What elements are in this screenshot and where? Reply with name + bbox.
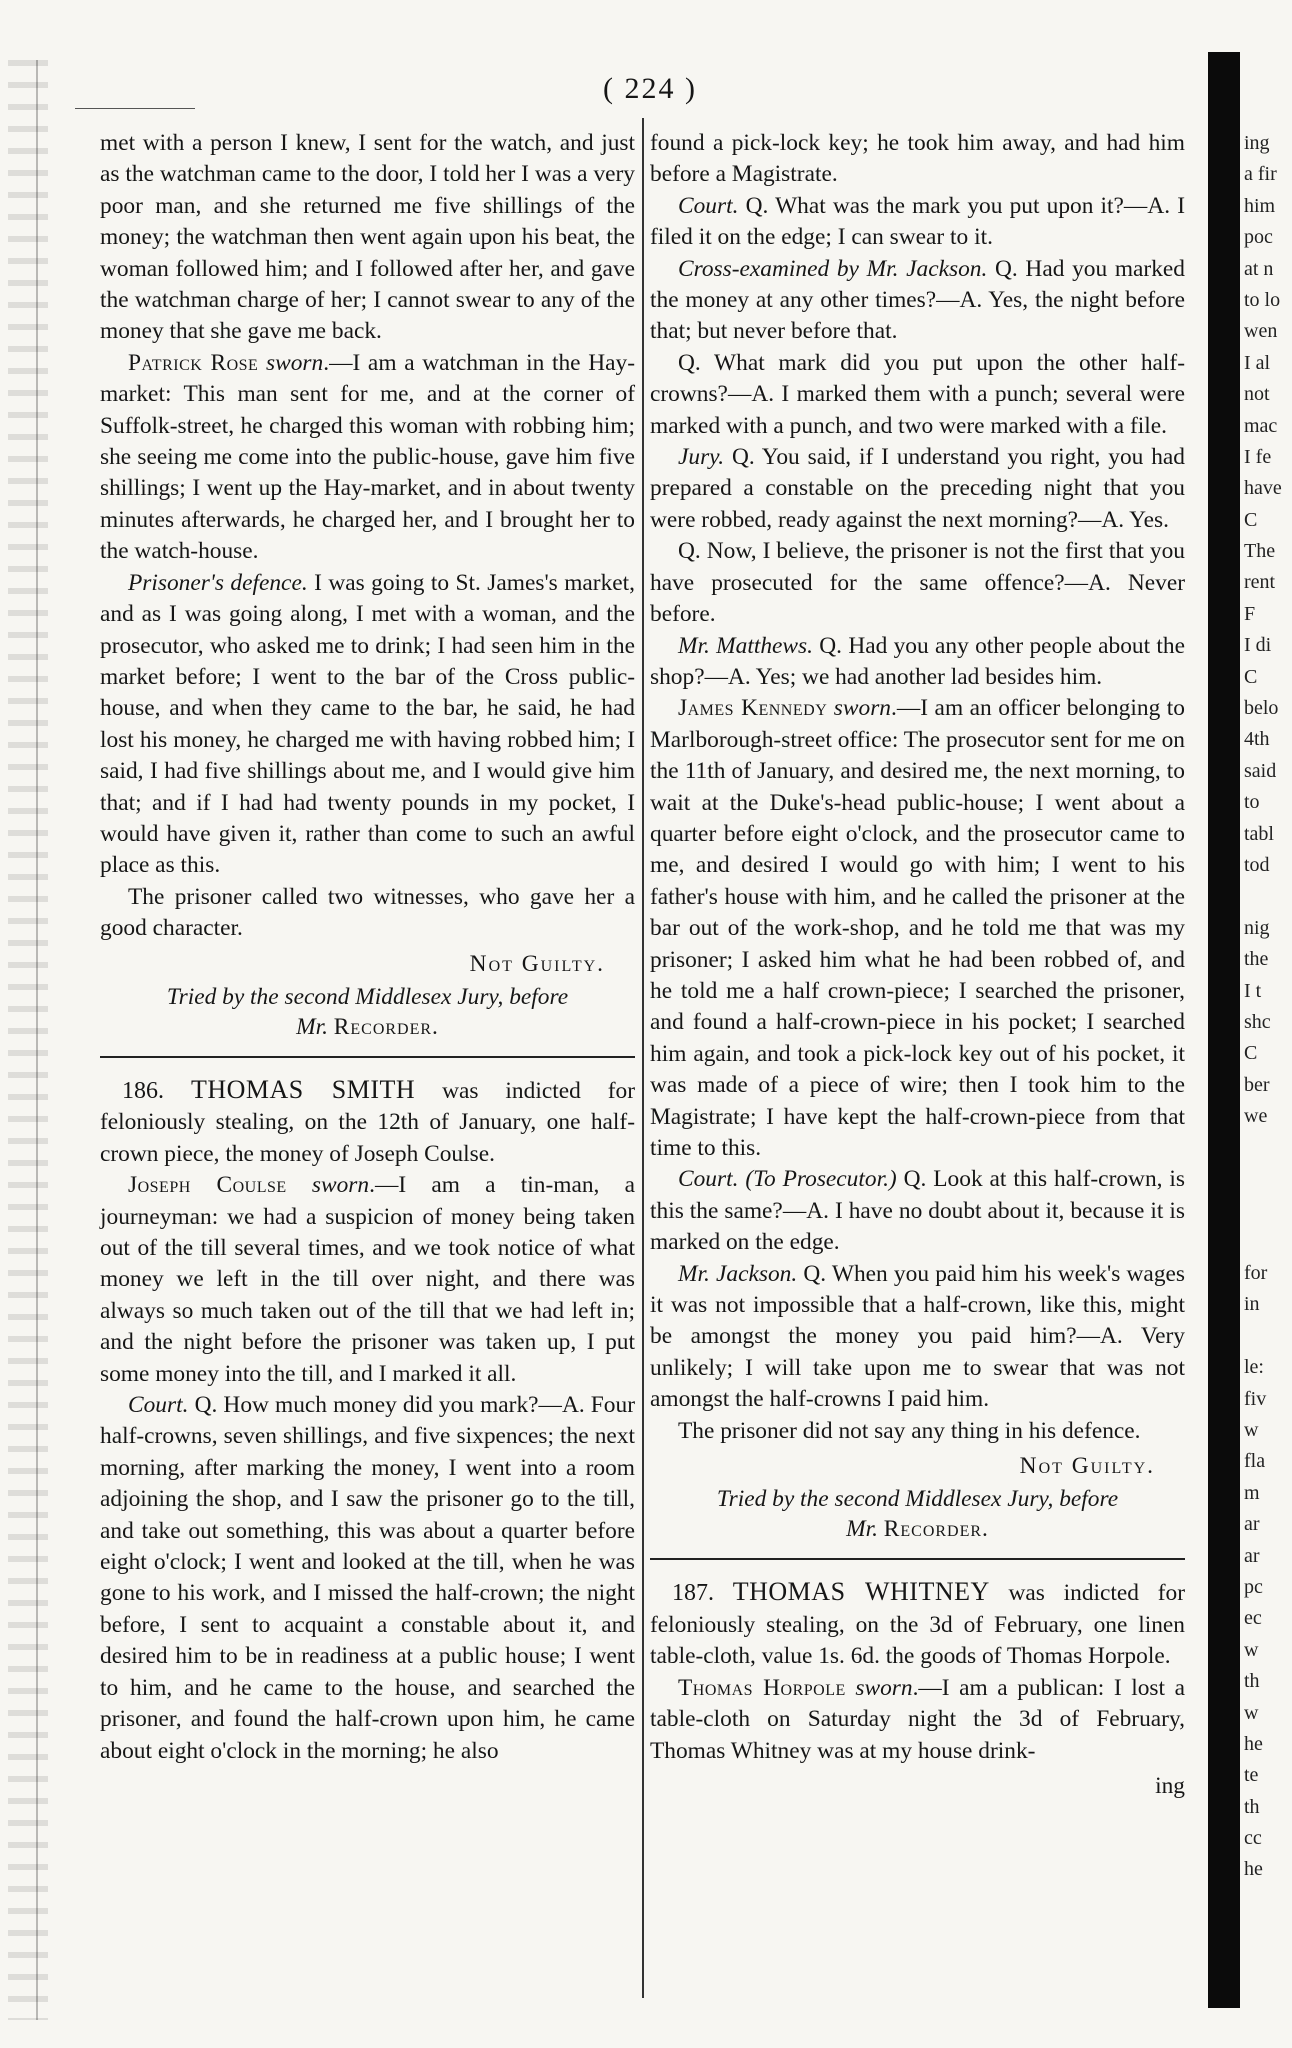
edge-fragment: nig xyxy=(1244,916,1270,939)
edge-fragment: tabl xyxy=(1244,822,1274,845)
edge-fragment: C xyxy=(1244,665,1258,688)
edge-fragment: shc xyxy=(1244,1010,1271,1033)
edge-fragment: 4th xyxy=(1244,728,1270,751)
paragraph: Court. Q. How much money did you mark?—A. Four half-crowns, seven shillings, and five sixpences; the next morning, after marking the money, I went into a room adjoining the shop, and I saw the prisoner go to the till, and take out something, this was about a quarter before eight o'clock; I went and looked at the till, when he was gone to his work, and I missed the half-crown; the night before, I sent to acquaint a constable about it, and desired him to be in readiness at a public house; I went to him, and he came to the house, and searched the prisoner, and found the half-crown upon him, he came about eight o'clock in the morning; he also xyxy=(100,1392,635,1764)
verdict: Not Guilty. xyxy=(469,950,605,977)
paragraph: The prisoner did not say any thing in his defence. xyxy=(678,1417,1141,1444)
edge-fragment: w xyxy=(1244,1419,1259,1442)
paragraph: James Kennedy sworn.—I am an officer belonging to Marlborough-street office: The prosecutor sent for me on the 11th of January, and desired me, the next morning, to wait at the Duke's-head public-house; I went about a quarter before eight o'clock, and the prosecutor came to me, and desired I would go with him; I went to his father's house with him, and he called the prisoner at the bar out of the work-shop, and he told me that was my prisoner; I asked him what he had been robbed of, and he told me a half crown-piece; I searched the prisoner, and found a half-crown-piece in his pocket; I searched him again, and took a pick-lock key out of his pocket, it was made of a piece of wire; then I took him to the Magistrate; I have kept the half-crown-piece from that time to this. xyxy=(650,695,1186,1161)
edge-fragment: tod xyxy=(1244,853,1270,876)
paragraph: found a pick-lock key; he took him away, and had him before a Magistrate. xyxy=(650,130,1185,188)
edge-fragment: le: xyxy=(1244,1356,1264,1379)
edge-fragment: he xyxy=(1244,1858,1263,1881)
right-column xyxy=(650,128,1185,1804)
edge-fragment: to lo xyxy=(1244,288,1281,311)
left-column xyxy=(100,128,635,1767)
edge-fragment: in xyxy=(1244,1293,1260,1316)
section-divider xyxy=(650,1558,1185,1560)
edge-fragment: the xyxy=(1244,948,1269,971)
edge-fragment: not xyxy=(1244,383,1270,406)
column-divider xyxy=(642,118,644,1998)
paragraph: Joseph Coulse sworn.—I am a tin-man, a journeyman: we had a suspicion of money being taken out of the till several times, and we took notice of what money we left in the till over night, and there was always so much taken out of the till that we had left in; and the night before the prisoner was taken up, I put some money into the till, and I marked it all. xyxy=(100,1172,635,1387)
paragraph: Jury. Q. You said, if I understand you right, you had prepared a constable on the preceding night that you were robbed, ready against the next morning?—A. Yes. xyxy=(650,444,1185,533)
edge-fragment: fiv xyxy=(1244,1387,1267,1410)
edge-fragment: F xyxy=(1244,602,1256,625)
paragraph: Prisoner's defence. I was going to St. James's market, and as I was going along, I met with a woman, and the prosecutor, who asked me to drink; I had seen him in the market before; I went to the bar of the Cross public-house, and when they came to the bar, he said, he had lost his money, he charged me with having robbed him; I said, I had five shillings about me, and I would give him that; and if I had had twenty pounds in my pocket, I would have given it, rather than come to such an awful place as this. xyxy=(100,569,636,879)
top-rule xyxy=(75,108,195,109)
edge-fragment xyxy=(1244,1133,1292,1164)
edge-fragment: th xyxy=(1244,1795,1260,1818)
edge-fragment: ar xyxy=(1244,1513,1260,1536)
edge-fragment: a fir xyxy=(1244,163,1277,186)
edge-fragment: at n xyxy=(1244,257,1274,280)
paragraph: Cross-examined by Mr. Jackson. Q. Had you marked the money at any other times?—A. Yes, the night before that; but never before that. xyxy=(650,255,1185,345)
edge-fragment: w xyxy=(1244,1638,1259,1661)
section-divider xyxy=(100,1056,635,1058)
catchword: ing xyxy=(1155,1772,1185,1799)
edge-fragment: ar xyxy=(1244,1544,1260,1567)
edge-fragment: rent xyxy=(1244,571,1276,594)
edge-fragment: m xyxy=(1244,1481,1260,1504)
paragraph: The prisoner called two witnesses, who gave her a good character. xyxy=(100,883,635,942)
edge-fragment: we xyxy=(1244,1105,1268,1128)
edge-fragment: wen xyxy=(1244,320,1278,343)
edge-fragment xyxy=(1244,1227,1292,1258)
edge-fragment: poc xyxy=(1244,226,1273,249)
paragraph: Court. (To Prosecutor.) Q. Look at this half-crown, is this the same?—A. I have no doubt about it, because it is marked on the edge. xyxy=(650,1166,1185,1256)
page-number: ( 224 ) xyxy=(603,72,697,105)
paragraph: Q. What mark did you put upon the other half-crowns?—A. I marked them with a punch; several were marked with a punch, and two were marked with a file. xyxy=(650,349,1185,439)
edge-fragment: I al xyxy=(1244,351,1271,374)
edge-fragment: C xyxy=(1244,508,1258,531)
edge-fragment: he xyxy=(1244,1732,1263,1755)
case-heading: 187. THOMAS WHITNEY was indicted for feloniously stealing, on the 3d of February, one linen table-cloth, value 1s. 6d. the goods of Thomas Horpole. xyxy=(650,1577,1185,1670)
left-gutter-bleed xyxy=(8,60,48,2020)
edge-fragment: w xyxy=(1244,1701,1259,1724)
paragraph: Mr. Jackson. Q. When you paid him his week's wages it was not impossible that a half-crown, like this, might be amongst the money you paid him?—A. Very unlikely; I will take upon me to swear that was not amongst the half-crowns I paid him. xyxy=(650,1260,1185,1413)
edge-fragment: ec xyxy=(1244,1607,1262,1630)
edge-fragment: I fe xyxy=(1244,445,1272,468)
edge-fragment: to xyxy=(1244,791,1260,814)
tried-note: Tried by the second Middlesex Jury, before Mr. Recorder. xyxy=(716,1486,1119,1543)
tried-note: Tried by the second Middlesex Jury, before Mr. Recorder. xyxy=(166,983,569,1040)
edge-fragment: pc xyxy=(1244,1575,1263,1598)
edge-fragment: te xyxy=(1244,1764,1259,1787)
edge-fragment: I di xyxy=(1244,634,1272,657)
edge-fragment xyxy=(1244,1164,1292,1195)
verdict: Not Guilty. xyxy=(1019,1453,1155,1480)
edge-fragment: have xyxy=(1244,477,1282,500)
paragraph: Thomas Horpole sworn.—I am a publican: I lost a table-cloth on Saturday night the 3d of February, Thomas Whitney was at my house drink- xyxy=(650,1674,1185,1764)
edge-fragment: ing xyxy=(1244,132,1270,154)
paragraph: Mr. Matthews. Q. Had you any other people about the shop?—A. Yes; we had another lad besides him. xyxy=(650,632,1185,690)
edge-fragment xyxy=(1244,881,1292,912)
edge-fragment: fla xyxy=(1244,1450,1266,1473)
edge-fragment: cc xyxy=(1244,1827,1262,1850)
binding-edge xyxy=(1208,52,1240,2008)
edge-fragment: ber xyxy=(1244,1073,1270,1096)
edge-fragment: th xyxy=(1244,1670,1260,1693)
paragraph: met with a person I knew, I sent for the watch, and just as the watchman came to the door, I told her I was a very poor man, and she returned me five shillings of the money; the watchman then went again upon his beat, the woman followed him; and I followed after her, and gave the watchman charge of her; I cannot swear to any of the money that she gave me back. xyxy=(100,130,635,345)
edge-fragment: C xyxy=(1244,1042,1258,1065)
paragraph: Court. Q. What was the mark you put upon it?—A. I filed it on the edge; I can swear to it. xyxy=(650,192,1185,251)
case-heading: 186. THOMAS SMITH was indicted for feloniously stealing, on the 12th of January, one half-crown piece, the money of Joseph Coulse. xyxy=(100,1074,635,1167)
edge-fragment xyxy=(1244,1321,1292,1352)
edge-fragment: for xyxy=(1244,1262,1268,1285)
edge-fragment: him xyxy=(1244,194,1276,217)
edge-fragment: belo xyxy=(1244,697,1279,720)
paragraph: Q. Now, I believe, the prisoner is not the first that you have prosecuted for the same offence?—A. Never before. xyxy=(650,538,1185,628)
edge-fragment: The xyxy=(1244,540,1276,563)
edge-fragment: said xyxy=(1244,759,1277,782)
edge-fragment: mac xyxy=(1244,414,1278,437)
paragraph: Patrick Rose sworn.—I am a watchman in the Hay-market: This man sent for me, and at the corner of Suffolk-street, he charged this woman with robbing him; she seeing me come into the public-house, gave him five shillings; I went up the Hay-market, and in about twenty minutes afterwards, he charged her, and I brought her to the watch-house. xyxy=(100,349,635,565)
edge-fragment: I t xyxy=(1244,979,1262,1002)
next-page-fragments xyxy=(1244,128,1292,1886)
edge-fragment xyxy=(1244,1195,1292,1226)
